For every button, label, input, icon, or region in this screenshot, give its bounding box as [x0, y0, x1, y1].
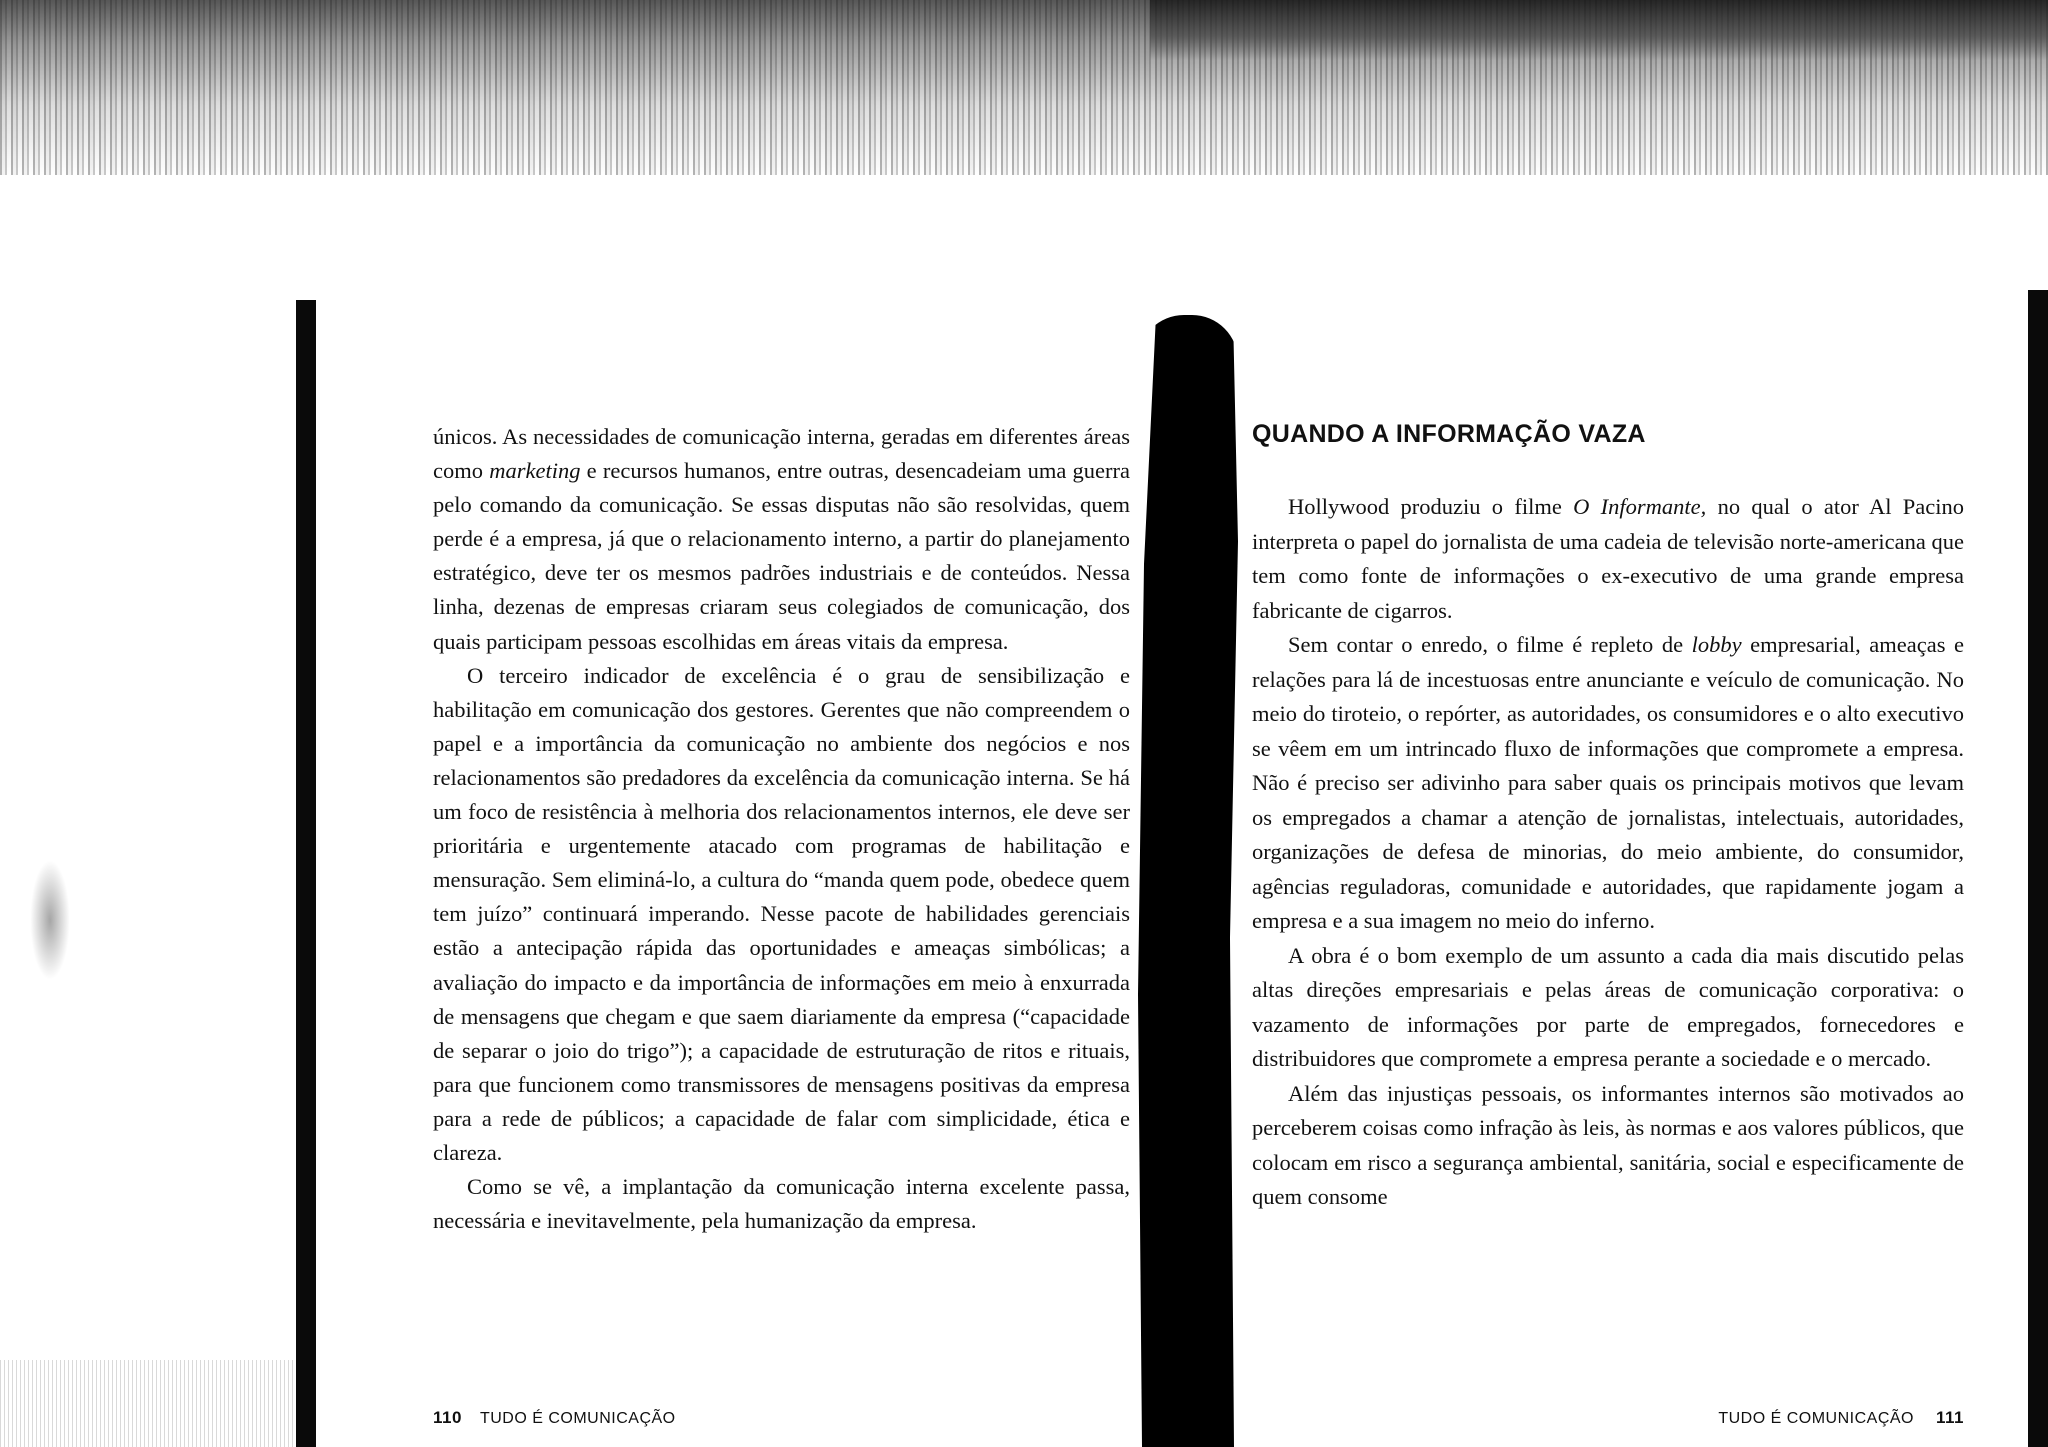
italic-term: marketing: [489, 458, 581, 484]
italic-term: lobby: [1691, 632, 1742, 657]
left-page-footer: [433, 1408, 676, 1428]
book-gutter-shadow: [1138, 315, 1238, 1447]
right-paragraph-4: Além das injustiças pessoais, os informantes internos são motivados ao perceberem coisas como infração às leis, às normas e aos valores públicos, que colocam em risco a segurança ambiental, sanitária, social e especificamente de quem consome: [1252, 1080, 1964, 1209]
left-paragraph-2: O terceiro indicador de excelência é o grau de sensibilização e habilitação em comunicação dos gestores. Gerentes que não compreendem o papel e a importância da comunicação no ambiente dos negócios e nos relacionamentos são predadores da excelência da comunicação interna. Se há um foco de resistência à melhoria dos relacionamentos internos, ele deve ser prioritária e urgentemente atacado com programas de habilitação e mensuração. Sem eliminá-lo, a cultura do “manda quem pode, obedece quem tem juízo” continuará imperando. Nesse pacote de habilidades gerenciais estão a antecipação rápida das oportunidades e ameaças simbólicas; a avaliação do impacto e da importância de informações em meio à enxurrada de mensagens que chegam e que saem diariamente da empresa (“capacidade de separar o joio do trigo”); a capacidade de estruturação de ritos e rituais, para que funcionem como transmissores de mensagens positivas da empresa para a rede de públicos; a capacidade de falar com simplicidade, ética e clareza.: [433, 662, 1130, 1165]
scan-right-edge-bar: [2028, 290, 2048, 1447]
scan-speck: [30, 860, 70, 980]
right-paragraph-3: A obra é o bom exemplo de um assunto a cada dia mais discutido pelas altas direções empresariais e pelas áreas de comunicação corporativa: o vazamento de informações por parte de empregados, fornecedores e distribuidores que compromete a empresa perante a sociedade e o mercado.: [1252, 942, 1964, 1071]
scan-bottom-noise: [0, 1360, 300, 1447]
page-number: 110: [433, 1408, 462, 1427]
section-title: QUANDO A INFORMAÇÃO VAZA: [1252, 420, 1646, 448]
running-title: TUDO É COMUNICAÇÃO: [1718, 1410, 1914, 1427]
page-number: 111: [1936, 1408, 1964, 1427]
left-paragraph-3: Como se vê, a implantação da comunicação interna excelente passa, necessária e inevitavelmente, pela humanização da empresa.: [433, 1174, 1130, 1234]
right-page-body: [1252, 490, 1964, 1215]
right-paragraph-2: Sem contar o enredo, o filme é repleto de lobby empresarial, ameaças e relações para lá de incestuosas entre anunciante e veículo de comunicação. No meio do tiroteio, o repórter, as autoridades, os consumidores e o alto executivo se vêem em um intrincado fluxo de informações que compromete a empresa. Não é preciso ser adivinho para saber quais os principais motivos que levam os empregados a chamar a atenção de jornalistas, intelectuais, autoridades, organizações de defesa de minorias, do meio ambiente, do consumidor, agências reguladoras, comunidade e autoridades, que rapidamente jogam a empresa e a sua imagem no meio do inferno.: [1252, 632, 1964, 933]
left-page-body: [433, 420, 1130, 1238]
italic-title: O Informante,: [1573, 494, 1707, 519]
scan-left-edge-bar: [296, 300, 316, 1447]
scan-top-dark-band: [1150, 0, 2048, 60]
right-paragraph-1: Hollywood produziu o filme O Informante, no qual o ator Al Pacino interpreta o papel do jornalista de uma cadeia de televisão norte-americana que tem como fonte de informações o ex-executivo de uma grande empresa fabricante de cigarros.: [1252, 494, 1964, 623]
running-title: TUDO É COMUNICAÇÃO: [479, 1410, 676, 1427]
left-paragraph-1: únicos. As necessidades de comunicação interna, geradas em diferentes áreas como marketing e recursos humanos, entre outras, desencadeiam uma guerra pelo comando da comunicação. Se essas disputas não são resolvidas, quem perde é a empresa, já que o relacionamento interno, a partir do planejamento estratégico, deve ter os mesmos padrões industriais e de conteúdos. Nessa linha, dezenas de empresas criaram seus colegiados de comunicação, dos quais participam pessoas escolhidas em áreas vitais da empresa.: [433, 424, 1130, 654]
right-page-footer: [1718, 1408, 1964, 1428]
